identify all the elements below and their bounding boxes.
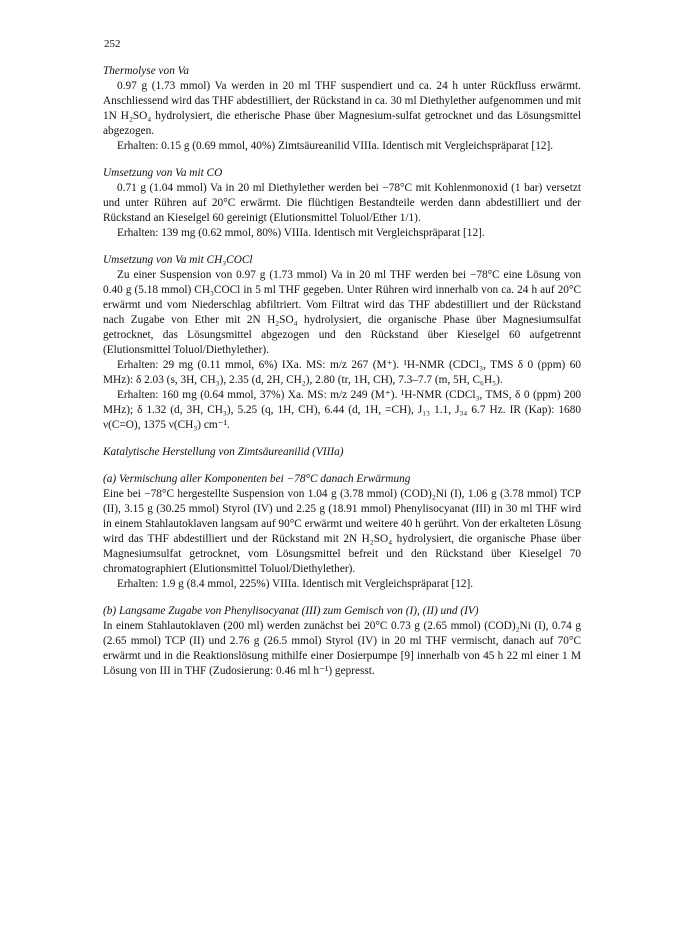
section-heading: Umsetzung von Va mit CO bbox=[103, 167, 223, 179]
section-umsetzung-co bbox=[103, 166, 581, 241]
section-umsetzung-acetylchlorid bbox=[103, 253, 581, 433]
paragraph-result: Erhalten: 29 mg (0.11 mmol, 6%) IXa. MS: m/z 267 (M⁺). ¹H-NMR (CDCl₃, TMS δ 0 (ppm) 60 MHz): δ 2.03 (s, 3H, CH₃), 2.35 (d, 2H, CH₂), 2.80 (tr, 1H, CH), 7.3–7.7 (m, 5H, C₆H₅). bbox=[103, 359, 581, 386]
page-number: 252 bbox=[104, 38, 121, 50]
paragraph: Eine bei −78°C hergestellte Suspension von 1.04 g (3.78 mmol) (COD)₂Ni (I), 1.06 g (3.78 mmol) TCP (II), 3.15 g (30.25 mmol) Styrol (IV) und 2.25 g (18.91 mmol) Phenylisocyanat (III) in 30 ml THF wird in einem Stahlautoklaven langsam auf 90°C erwärmt und weitere 40 h gerührt. Von der erkalteten Lösung wird das THF abdestilliert und der Rückstand mit 2N H₂SO₄ hydrolysiert, die organische Phase über Magnesiumsulfat getrocknet, vom Lösungsmittel befreit und den Rückstand über Kieselgel 70 chromatographiert (Elutionsmittel Toluol/Diethylether). bbox=[103, 488, 581, 575]
section-katalytische-herstellung bbox=[103, 445, 581, 679]
paragraph-result: Erhalten: 0.15 g (0.69 mmol, 40%) Zimtsäureanilid VIIIa. Identisch mit Vergleichspräparat [12]. bbox=[117, 140, 554, 152]
subsection-heading-a: (a) Vermischung aller Komponenten bei −78°C danach Erwärmung bbox=[103, 473, 411, 485]
section-heading: Umsetzung von Va mit CH₃COCl bbox=[103, 254, 253, 266]
paragraph: 0.97 g (1.73 mmol) Va werden in 20 ml THF suspendiert und ca. 24 h unter Rückfluss erwärmt. Anschliessend wird das THF abdestilliert, der Rückstand in ca. 30 ml Diethylether aufgenommen und mit 1N H₂SO₄ hydrolysiert, die etherische Phase über Magnesium-sulfat getrocknet und das Lösungsmittel abgezogen. bbox=[103, 80, 581, 137]
paragraph: 0.71 g (1.04 mmol) Va in 20 ml Diethylether werden bei −78°C mit Kohlenmonoxid (1 bar) versetzt und unter Rühren auf 20°C erwärmt. Die flüchtigen Bestandteile werden dann abdestilliert und der Rückstand an Kieselgel 60 gereinigt (Elutionsmittel Toluol/Ether 1/1). bbox=[103, 182, 581, 224]
paragraph-result: Erhalten: 160 mg (0.64 mmol, 37%) Xa. MS: m/z 249 (M⁺). ¹H-NMR (CDCl₃, TMS, δ 0 (ppm) 200 MHz); δ 1.32 (d, 3H, CH₃), 5.25 (q, 1H, CH), 6.44 (d, 1H, =CH), J₁₃ 1.1, J₃₄ 6.7 Hz. IR (Kap): 1680 ν(C=O), 1375 ν(CH₃) cm⁻¹. bbox=[103, 389, 581, 431]
subsection-heading-b: (b) Langsame Zugabe von Phenylisocyanat (III) zum Gemisch von (I), (II) und (IV) bbox=[103, 605, 479, 617]
section-heading: Thermolyse von Va bbox=[103, 65, 189, 77]
section-thermolyse bbox=[103, 64, 581, 154]
section-heading: Katalytische Herstellung von Zimtsäureanilid (VIIIa) bbox=[103, 446, 344, 458]
paragraph: Zu einer Suspension von 0.97 g (1.73 mmol) Va in 20 ml THF werden bei −78°C eine Lösung von 0.40 g (5.18 mmol) CH₃COCl in 5 ml THF gegeben. Unter Rühren wird innerhalb von ca. 24 h auf 20°C erwärmt und vom Niederschlag abfiltriert. Vom Filtrat wird das THF abdestilliert und der Rückstand nach Zugabe von Ether mit 2N H₂SO₄ hydrolysiert, die organische Phase über Magnesiumsulfat getrocknet, das Lösungsmittel abgezogen und den Rückstand über Kieselgel 60 aufgetrennt (Elutionsmittel Toluol/Diethylether). bbox=[103, 269, 581, 356]
paragraph-result: Erhalten: 1.9 g (8.4 mmol, 225%) VIIIa. Identisch mit Vergleichspräparat [12]. bbox=[117, 578, 474, 590]
paragraph-result: Erhalten: 139 mg (0.62 mmol, 80%) VIIIa. Identisch mit Vergleichspräparat [12]. bbox=[117, 227, 485, 239]
paragraph: In einem Stahlautoklaven (200 ml) werden zunächst bei 20°C 0.73 g (2.65 mmol) (COD)₂Ni (I), 0.74 g (2.65 mmol) TCP (II) und 2.76 g (26.5 mmol) Styrol (IV) in 20 ml THF vermischt, danach auf 70°C erwärmt und in die Reaktionslösung mithilfe einer Dosierpumpe [9] innerhalb von 45 h 22 ml einer 1 M Lösung von III in THF (Zudosierung: 0.46 ml h⁻¹) gepresst. bbox=[103, 620, 581, 677]
page-body bbox=[103, 64, 581, 691]
